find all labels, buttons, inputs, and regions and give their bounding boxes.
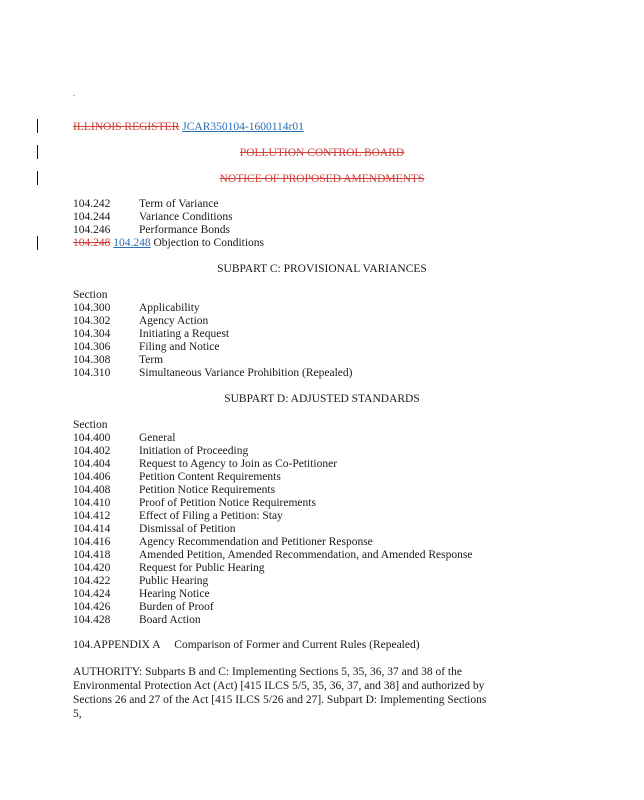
inserted-section-number: 104.248	[113, 237, 151, 249]
subpart-d-heading: SUBPART D: ADJUSTED STANDARDS	[224, 393, 420, 405]
section-number: 104.412	[73, 510, 111, 522]
section-title: Petition Notice Requirements	[139, 484, 276, 496]
section-number: 104.406	[73, 471, 111, 483]
section-title: Simultaneous Variance Prohibition (Repealed)	[139, 367, 353, 379]
section-title: Dismissal of Petition	[139, 523, 236, 535]
section-number: 104.306	[73, 341, 111, 353]
register-struck-text: ILLINOIS REGISTER	[73, 121, 180, 133]
section-number: 104.246	[73, 224, 111, 236]
section-title: Agency Recommendation and Petitioner Response	[139, 536, 373, 548]
section-number: 104.310	[73, 367, 111, 379]
section-title: Amended Petition, Amended Recommendation, and Amended Response	[139, 549, 473, 561]
scan-speck	[73, 95, 75, 96]
notice-header	[0, 173, 644, 186]
section-title: Effect of Filing a Petition: Stay	[139, 510, 283, 522]
section-label: Section	[73, 289, 108, 301]
section-number: 104.426	[73, 601, 111, 613]
section-number: 104.424	[73, 588, 111, 600]
section-number: 104.402	[73, 445, 111, 457]
section-title: Objection to Conditions	[153, 237, 265, 249]
section-title: Request to Agency to Join as Co-Petitioner	[139, 458, 338, 470]
struck-section-number: 104.248	[73, 237, 111, 249]
section-number: 104.410	[73, 497, 111, 509]
section-label: Section	[73, 419, 108, 431]
section-title: Proof of Petition Notice Requirements	[139, 497, 316, 509]
section-title: Board Action	[139, 614, 201, 626]
register-inserted-text: JCAR350104-1600114r01	[182, 121, 304, 133]
appendix-entry: 104.APPENDIX A Comparison of Former and Current Rules (Repealed)	[73, 639, 420, 651]
section-number: 104.418	[73, 549, 111, 561]
register-header	[73, 121, 304, 134]
section-title: Performance Bonds	[139, 224, 231, 236]
section-title: Variance Conditions	[139, 211, 233, 223]
section-number: 104.414	[73, 523, 111, 535]
board-struck-text: POLLUTION CONTROL BOARD	[239, 147, 405, 159]
change-bar	[37, 119, 38, 133]
section-title: Filing and Notice	[139, 341, 220, 353]
section-number: 104.408	[73, 484, 111, 496]
notice-struck-text: NOTICE OF PROPOSED AMENDMENTS	[219, 173, 425, 185]
section-number: 104.428	[73, 614, 111, 626]
section-title: Hearing Notice	[139, 588, 210, 600]
section-title: Term of Variance	[139, 198, 219, 210]
section-number: 104.416	[73, 536, 111, 548]
section-number: 104.302	[73, 315, 111, 327]
section-number: 104.422	[73, 575, 111, 587]
section-title: Burden of Proof	[139, 601, 214, 613]
change-bar	[37, 236, 38, 250]
amended-list-item	[73, 237, 264, 250]
section-title: Initiating a Request	[139, 328, 230, 340]
section-title: Term	[139, 354, 164, 366]
section-title: Initiation of Proceeding	[139, 445, 249, 457]
section-title: Public Hearing	[139, 575, 209, 587]
board-header	[0, 147, 644, 160]
section-number: 104.308	[73, 354, 111, 366]
section-number: 104.244	[73, 211, 111, 223]
section-title: Petition Content Requirements	[139, 471, 281, 483]
section-title: General	[139, 432, 176, 444]
subpart-c-heading: SUBPART C: PROVISIONAL VARIANCES	[217, 263, 427, 275]
section-title: Applicability	[139, 302, 200, 314]
section-number: 104.300	[73, 302, 111, 314]
section-number: 104.304	[73, 328, 111, 340]
authority-paragraph: AUTHORITY: Subparts B and C: Implementing Sections 5, 35, 36, 37 and 38 of the Environmental Protection Act (Act) [415 ILCS 5/5, 35, 36, 37, and 38] and authorized by Sections 26 and 27 of the Act [415 ILCS 5/26 and 27]. Subpart D: Implementing Sections 5,	[73, 666, 487, 720]
section-number: 104.404	[73, 458, 111, 470]
section-title: Request for Public Hearing	[139, 562, 265, 574]
section-title: Agency Action	[139, 315, 209, 327]
section-number: 104.242	[73, 198, 111, 210]
section-number: 104.420	[73, 562, 111, 574]
section-number: 104.400	[73, 432, 111, 444]
